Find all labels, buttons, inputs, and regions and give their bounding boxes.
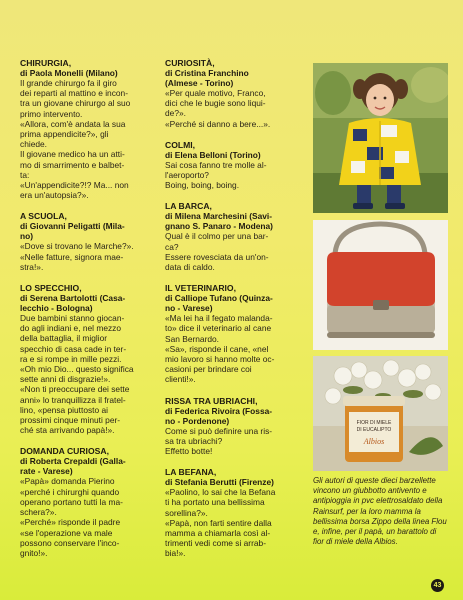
joke-line: «Allora, com'è andata la sua	[20, 118, 126, 129]
joke-body	[165, 487, 307, 558]
joke-byline: di Roberta Crepaldi (Galla- rate - Varese)	[20, 456, 126, 477]
joke-line: «Papà, non farti sentire dalla	[165, 517, 272, 528]
joke-a-scuola	[20, 211, 160, 272]
joke-line: dei reparti al mattino e incon-	[20, 88, 128, 99]
joke-line: Effetto botte!	[165, 446, 213, 457]
joke-line: ca?	[165, 241, 179, 252]
joke-line: era un'autopsia?».	[20, 190, 89, 201]
joke-line: «Non ti preoccupare dei sette	[20, 384, 130, 395]
photo-honey-jar	[313, 356, 448, 471]
joke-line: prossimi cinque minuti per-	[20, 415, 121, 426]
joke-line: Qual è il colmo per una bar-	[165, 231, 269, 242]
joke-byline: di Paola Monelli (Milano)	[20, 68, 118, 78]
joke-line: ché sta arrivando papà!».	[20, 425, 115, 436]
jar-label-line: FIOR DI MIELE	[356, 420, 392, 426]
joke-body	[20, 241, 160, 272]
joke-body	[165, 426, 307, 457]
joke-lo-specchio	[20, 283, 160, 435]
joke-line: clienti!».	[165, 374, 196, 385]
joke-line: anni» lo tranquillizza il fratel-	[20, 394, 126, 405]
joke-colmi	[165, 140, 307, 191]
joke-line: tra un giovane chirurgo al suo	[20, 98, 131, 109]
joke-line: Essere rovesciata da un'on-	[165, 251, 269, 262]
joke-line: Boing, boing, boing.	[165, 180, 240, 191]
joke-line: «Paolino, lo sai che la Befana	[165, 487, 276, 498]
joke-domanda-curiosa	[20, 446, 160, 558]
joke-byline: di Calliope Tufano (Quinza- no - Varese)	[165, 293, 273, 314]
joke-line: dici che le bugie sono liqui-	[165, 98, 266, 109]
joke-title: CURIOSITÀ,	[165, 58, 215, 68]
joke-line: chiede.	[20, 139, 48, 150]
joke-title: LA BARCA,	[165, 201, 212, 212]
joke-title: RISSA TRA UBRIACHI,	[165, 395, 258, 406]
joke-rissa-tra-ubriachi	[165, 396, 307, 457]
joke-body	[165, 160, 307, 191]
joke-line: «Oh mio Dio... questo significa	[20, 364, 134, 375]
joke-body	[20, 476, 160, 558]
joke-body	[165, 313, 307, 384]
joke-title: LA BEFANA,	[165, 467, 217, 478]
joke-line: sorellina?».	[165, 507, 208, 518]
joke-line: bia!».	[165, 548, 186, 559]
joke-line: «perché i chirurghi quando	[20, 486, 120, 497]
joke-line: Come si può definire una ris-	[165, 425, 273, 436]
joke-line: della battaglia, il miglior	[20, 333, 108, 344]
joke-line: schera?».	[20, 507, 57, 518]
joke-byline: di Milena Marchesini (Savi- gnano S. Panaro - Modena)	[165, 211, 273, 232]
joke-line: gnito!».	[20, 547, 48, 558]
joke-curiosita	[165, 58, 307, 129]
joke-la-barca	[165, 201, 307, 272]
joke-line: Il grande chirurgo fa il giro	[20, 78, 117, 88]
joke-title: A SCUOLA,	[20, 211, 67, 222]
joke-line: «Dove si trovano le Marche?».	[20, 241, 134, 252]
joke-line: ra e si rompe in mille pezzi.	[20, 353, 122, 364]
prize-caption: Gli autori di queste dieci barzellette vincono un giubbotto antivento e antipioggia in pvc elettrosaldato della Rainsurf, per la loro mamma la bellissima borsa Zippo della linea Flou e, infine, per il papà, un barattolo di fior di miele della Albios.	[313, 476, 447, 547]
joke-line: trimenti vedi come si arrab-	[165, 538, 266, 549]
joke-title: LO SPECCHIO,	[20, 283, 82, 294]
joke-body	[165, 231, 307, 272]
joke-line: ta:	[20, 169, 30, 180]
joke-line: de?».	[165, 108, 186, 119]
joke-line: «Per quale motivo, Franco,	[165, 88, 266, 98]
joke-title: DOMANDA CURIOSA,	[20, 446, 109, 457]
joke-line: specchio di casa cade in ter-	[20, 343, 127, 354]
photo-child-raincoat	[313, 63, 448, 213]
joke-line: mo di smarrimento e balbet-	[20, 159, 125, 170]
joke-line: data di caldo.	[165, 262, 215, 273]
joke-line: «Perché» risponde il padre	[20, 517, 121, 528]
photo-zippo-bag	[313, 220, 448, 350]
joke-title: CHIRURGIA,	[20, 58, 72, 68]
joke-line: stra!».	[20, 261, 44, 272]
joke-line: «Ma lei ha il fegato malanda-	[165, 313, 273, 324]
joke-byline: di Serena Bartolotti (Casa- lecchio - Bologna)	[20, 293, 126, 314]
joke-line: mio lavoro si hanno molte oc-	[165, 354, 275, 365]
jar-label-line: DI EUCALIPTO	[356, 427, 392, 433]
joke-line: operano portano tutti la ma-	[20, 496, 123, 507]
joke-line: possono conservare l'inco-	[20, 537, 120, 548]
joke-line: «Nelle fatture, signora mae-	[20, 251, 124, 262]
joke-line: l'aeroporto?	[165, 170, 209, 181]
joke-line: ti ha portato una bellissima	[165, 497, 265, 508]
joke-line: Due bambini stanno giocan-	[20, 313, 125, 324]
joke-line: lino, «pensa piuttosto ai	[20, 404, 108, 415]
joke-line: sa tra ubriachi?	[165, 435, 223, 446]
page-number: 43	[431, 579, 444, 592]
joke-title: COLMI,	[165, 139, 196, 150]
joke-byline: di Stefania Berutti (Firenze)	[165, 477, 274, 488]
joke-title: IL VETERINARIO,	[165, 283, 236, 294]
joke-line: primo intervento.	[20, 108, 83, 119]
joke-il-veterinario	[165, 283, 307, 384]
joke-line: do agli indiani e, nel mezzo	[20, 323, 122, 334]
joke-line: Sai cosa fanno tre molle al-	[165, 159, 267, 170]
joke-line: Il giovane medico ha un atti-	[20, 149, 125, 160]
joke-line: «se l'operazione va male	[20, 527, 113, 538]
joke-body	[20, 78, 160, 200]
joke-byline: di Cristina Franchino (Almese - Torino)	[165, 68, 249, 88]
joke-line: «Un'appendicite?!? Ma... non	[20, 180, 129, 191]
joke-line: sette anni di disgrazie!».	[20, 374, 111, 385]
joke-line: to» dice il veterinario al cane	[165, 323, 272, 334]
joke-chirurgia	[20, 58, 160, 200]
joke-line: San Bernardo.	[165, 333, 220, 344]
joke-byline: di Giovanni Peligatti (Mila- no)	[20, 221, 125, 242]
joke-body	[165, 88, 307, 129]
joke-body	[20, 313, 160, 435]
joke-line: mamma a chiamarla così al-	[165, 528, 271, 539]
jokes-column-left	[20, 58, 160, 569]
jokes-column-middle	[165, 58, 307, 570]
joke-line: casioni per brindare coi	[165, 364, 252, 375]
joke-line: «Sa», risponde il cane, «nel	[165, 343, 269, 354]
joke-la-befana	[165, 467, 307, 558]
joke-line: prima appendicite?», gli	[20, 129, 109, 140]
joke-line: «Papà» domanda Pierino	[20, 476, 115, 487]
jar-brand: Albios	[363, 437, 385, 446]
joke-byline: di Elena Belloni (Torino)	[165, 149, 261, 160]
joke-byline: di Federica Rivoira (Fossa- no - Pordenone)	[165, 405, 273, 426]
joke-line: «Perché si danno a bere...».	[165, 118, 271, 129]
